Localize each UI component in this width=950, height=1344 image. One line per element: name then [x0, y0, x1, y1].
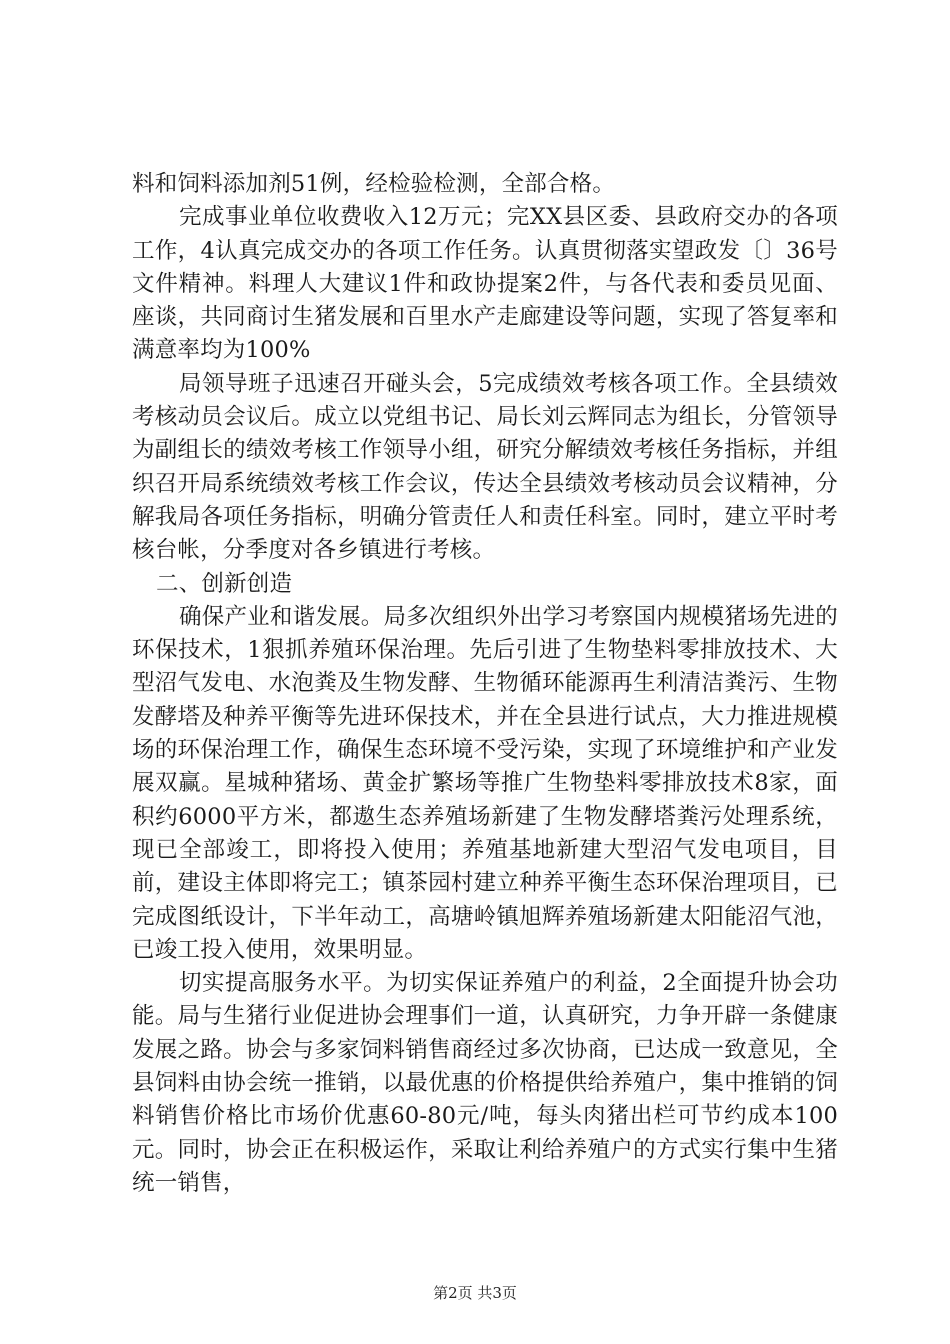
paragraph-continuation: 料和饲料添加剂51例，经检验检测，全部合格。	[132, 171, 616, 197]
page-number-footer: 第2页 共3页	[433, 1284, 517, 1302]
document-body	[132, 168, 838, 1200]
paragraph-environmental-protection: 确保产业和谐发展。局多次组织外出学习考察国内规模猪场先进的环保技术，1狠抓养殖环保治理。先后引进了生物垫料零排放技术、大型沼气发电、水泡粪及生物发酵、生物循环能源再生利清洁粪污、生物发酵塔及种养平衡等先进环保技术，并在全县进行试点，大力推进规模场的环保治理工作，确保生态环境不受污染，实现了环境维护和产业发展双赢。星城种猪场、黄金扩繁场等推广生物垫料零排放技术8家，面积约6000平方米，都遨生态养殖场新建了生物发酵塔粪污处理系统，现已全部竣工，即将投入使用；养殖基地新建大型沼气发电项目，目前，建设主体即将完工；镇茶园村建立种养平衡生态环保治理项目，已完成图纸设计，下半年动工，高塘岭镇旭辉养殖场新建太阳能沼气池，已竣工投入使用，效果明显。	[132, 603, 838, 963]
section-heading-innovation: 二、创新创造	[156, 570, 293, 597]
paragraph-fees-and-tasks: 完成事业单位收费收入12万元；完XX县区委、县政府交办的各项工作，4认真完成交办的各项工作任务。认真贯彻落实望政发〔〕36号文件精神。料理人大建议1件和政协提案2件，与各代表和委员见面、座谈，共同商讨生猪发展和百里水产走廊建设等问题，实现了答复率和满意率均为100%	[132, 204, 838, 364]
paragraph-performance-assessment: 局领导班子迅速召开碰头会，5完成绩效考核各项工作。全县绩效考核动员会议后。成立以党组书记、局长刘云辉同志为组长，分管领导为副组长的绩效考核工作领导小组，研究分解绩效考核任务指标，并组织召开局系统绩效考核工作会议，传达全县绩效考核动员会议精神，分解我局各项任务指标，明确分管责任人和责任科室。同时，建立平时考核台帐，分季度对各乡镇进行考核。	[132, 370, 838, 564]
paragraph-service-level: 切实提高服务水平。为切实保证养殖户的利益，2全面提升协会功能。局与生猪行业促进协会理事们一道，认真研究，力争开辟一条健康发展之路。协会与多家饲料销售商经过多次协商，已达成一致意见，全县饲料由协会统一推销，以最优惠的价格提供给养殖户，集中推销的饲料销售价格比市场价优惠60-80元/吨，每头肉猪出栏可节约成本100元。同时，协会正在积极运作，采取让利给养殖户的方式实行集中生猪统一销售，	[132, 970, 838, 1196]
